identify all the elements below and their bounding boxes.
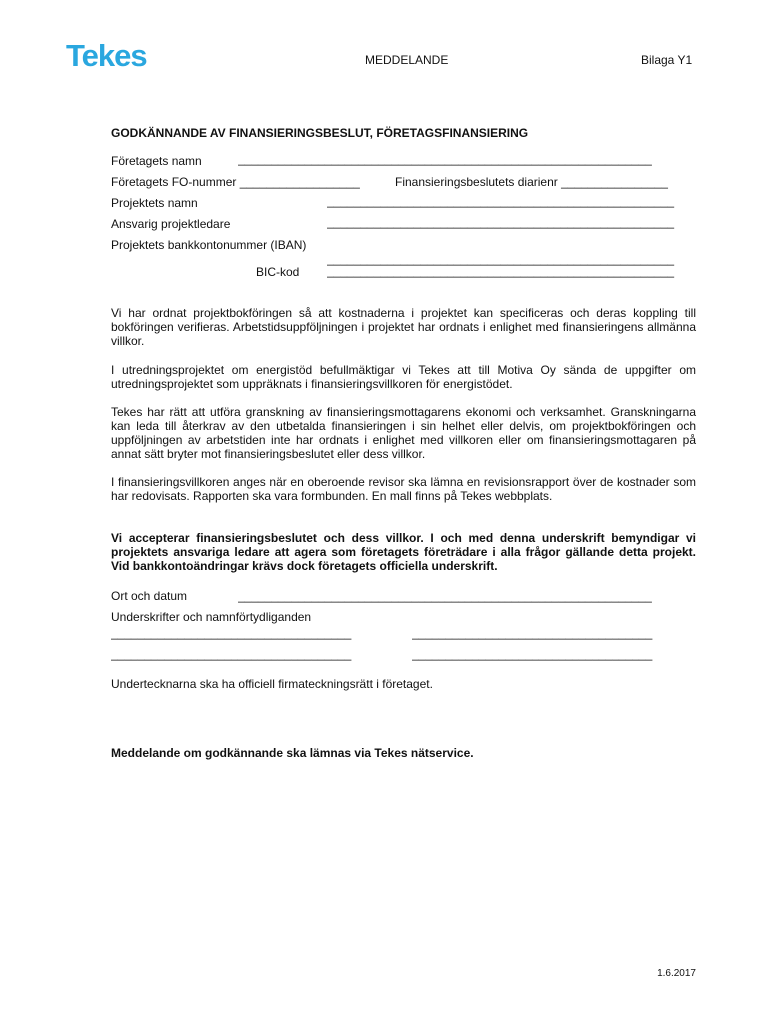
signatures-label: Underskrifter och namnförtydliganden (111, 610, 312, 624)
name-clarification-line-2[interactable]: ____________________________________ (412, 647, 653, 661)
submission-note: Meddelande om godkännande ska lämnas via Tekes nätservice. (111, 746, 474, 760)
project-name-label: Projektets namn (111, 196, 198, 210)
paragraph-acceptance: Vi accepterar finansieringsbeslutet och dess villkor. I och med denna underskrift bemyndigar vi projektets ansvariga ledare att agera som företagets företrädare i alla frågor gällande detta projekt. Vid bankkontoändringar krävs dock företagets officiella underskrift. (111, 531, 696, 573)
paragraph-auditor-report: I finansieringsvillkoren anges när en oberoende revisor ska lämna en revisionsrapport över de kostnader som har redovisats. Rapporten ska vara formbunden. En mall finns på Tekes webbplats. (111, 475, 696, 503)
company-name-field[interactable]: ______________________________________________________________ (238, 152, 652, 166)
bic-field[interactable]: ____________________________________________________ (327, 264, 675, 278)
tekes-logo: Tekes (66, 38, 147, 73)
place-date-label: Ort och datum (111, 589, 188, 603)
place-date-field[interactable]: ______________________________________________________________ (238, 589, 652, 603)
project-name-field[interactable]: ____________________________________________________ (327, 194, 675, 208)
iban-label: Projektets bankkontonummer (IBAN) (111, 238, 307, 252)
decision-number-field[interactable]: Finansieringsbeslutets diarienr ________________ (395, 175, 668, 189)
bic-label: BIC-kod (256, 265, 300, 279)
document-type-label: MEDDELANDE (365, 53, 449, 67)
signatory-note: Undertecknarna ska ha officiell firmateckningsrätt i företaget. (111, 677, 433, 691)
name-clarification-line-1[interactable]: ____________________________________ (111, 647, 352, 661)
document-date: 1.6.2017 (657, 968, 696, 979)
signature-line-1[interactable]: ____________________________________ (111, 626, 352, 640)
attachment-label: Bilaga Y1 (641, 53, 693, 67)
signature-line-2[interactable]: ____________________________________ (412, 626, 653, 640)
iban-field[interactable]: ____________________________________________________ (327, 252, 675, 266)
project-lead-label: Ansvarig projektledare (111, 217, 231, 231)
paragraph-bookkeeping: Vi har ordnat projektbokföringen så att kostnaderna i projektet kan specificeras och deras koppling till bokföringen verifieras. Arbetstidsuppföljningen i projektet har ordnats i enlighet med finansieringens allmänna villkor. (111, 306, 696, 348)
form-title: GODKÄNNANDE AV FINANSIERINGSBESLUT, FÖRETAGSFINANSIERING (111, 126, 529, 140)
company-name-label: Företagets namn (111, 154, 202, 168)
company-id-field[interactable]: Företagets FO-nummer __________________ (111, 175, 360, 189)
project-lead-field[interactable]: ____________________________________________________ (327, 215, 675, 229)
paragraph-audit: Tekes har rätt att utföra granskning av finansieringsmottagarens ekonomi och verksamhet. Granskningarna kan leda till återkrav av den utbetalda finansieringen i sin helhet eller delvis, om projektbokföringen och uppföljningen av arbetstiden inte har ordnats i enlighet med villkoren eller om finansieringsmottagaren på annat sätt bryter mot finansieringsbeslutet eller dess villkor. (111, 405, 696, 461)
paragraph-energy-aid: I utredningsprojektet om energistöd befullmäktigar vi Tekes att till Motiva Oy sända de uppgifter om utredningsprojektet som uppräknats i finansieringsvillkoren för energistödet. (111, 363, 696, 391)
